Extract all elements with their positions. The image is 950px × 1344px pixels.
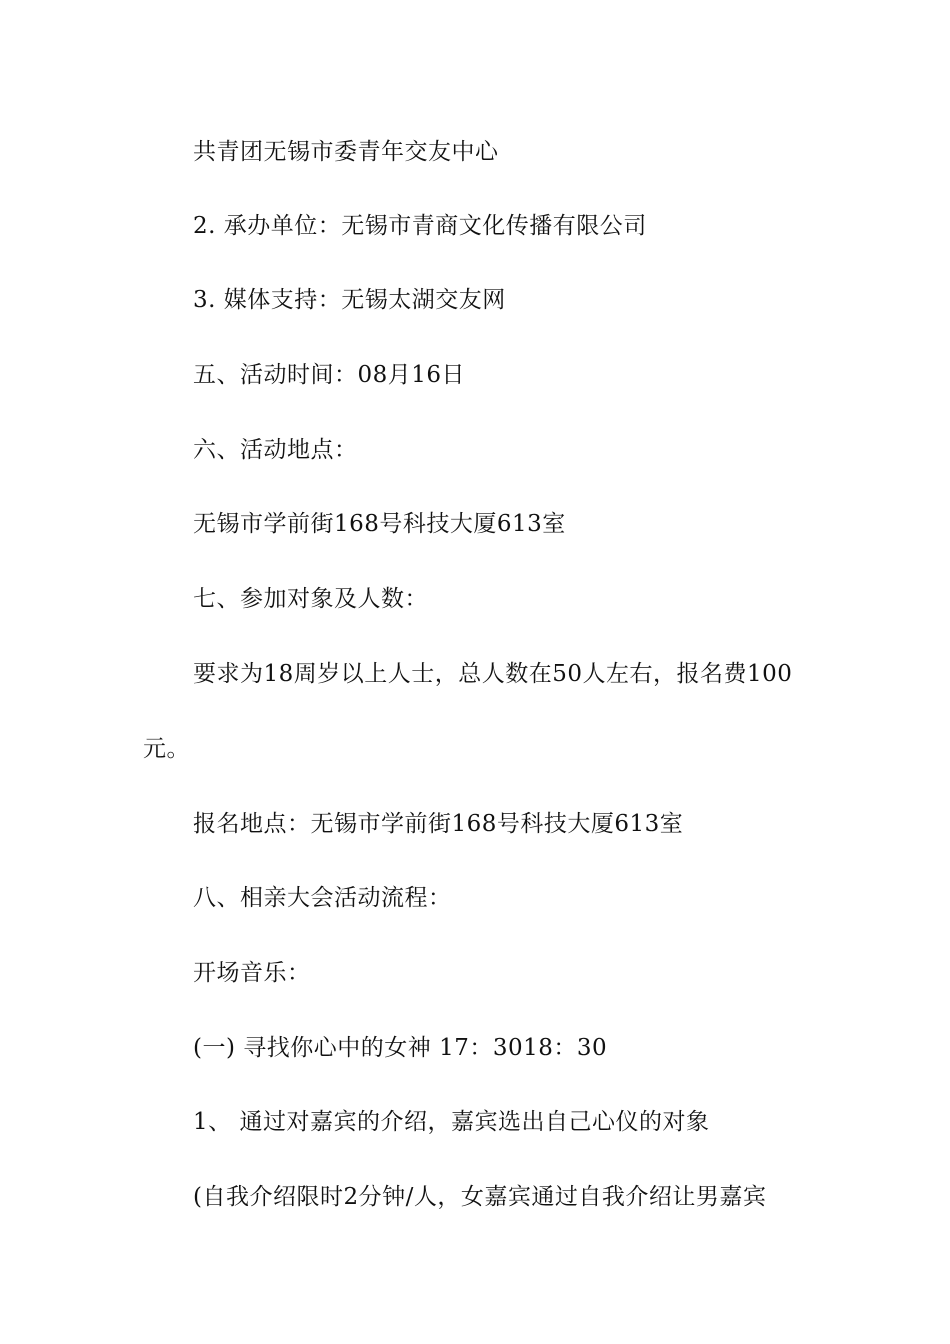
paragraph-participant-requirements-cont: 元。 xyxy=(143,736,190,762)
paragraph-location-address: 无锡市学前街168号科技大厦613室 xyxy=(193,511,566,537)
paragraph-self-intro-rule: (自我介绍限时2分钟/人，女嘉宾通过自我介绍让男嘉宾 xyxy=(193,1184,767,1210)
heading-activity-time: 五、活动时间：08月16日 xyxy=(193,362,466,388)
paragraph-step-one: 1、 通过对嘉宾的介绍，嘉宾选出自己心仪的对象 xyxy=(193,1109,710,1135)
heading-participants: 七、参加对象及人数： xyxy=(193,586,428,612)
paragraph-organizer: 共青团无锡市委青年交友中心 xyxy=(193,139,499,165)
paragraph-opening-music: 开场音乐： xyxy=(193,960,311,986)
paragraph-registration-location: 报名地点：无锡市学前街168号科技大厦613室 xyxy=(193,811,684,837)
heading-event-process: 八、相亲大会活动流程： xyxy=(193,885,452,911)
heading-activity-location: 六、活动地点： xyxy=(193,437,358,463)
paragraph-media-support: 3. 媒体支持：无锡太湖交友网 xyxy=(193,287,506,313)
heading-segment-one: (一) 寻找你心中的女神 17：3018：30 xyxy=(193,1035,608,1061)
paragraph-undertaker: 2. 承办单位：无锡市青商文化传播有限公司 xyxy=(193,213,647,239)
paragraph-participant-requirements: 要求为18周岁以上人士，总人数在50人左右，报名费100 xyxy=(193,661,793,687)
